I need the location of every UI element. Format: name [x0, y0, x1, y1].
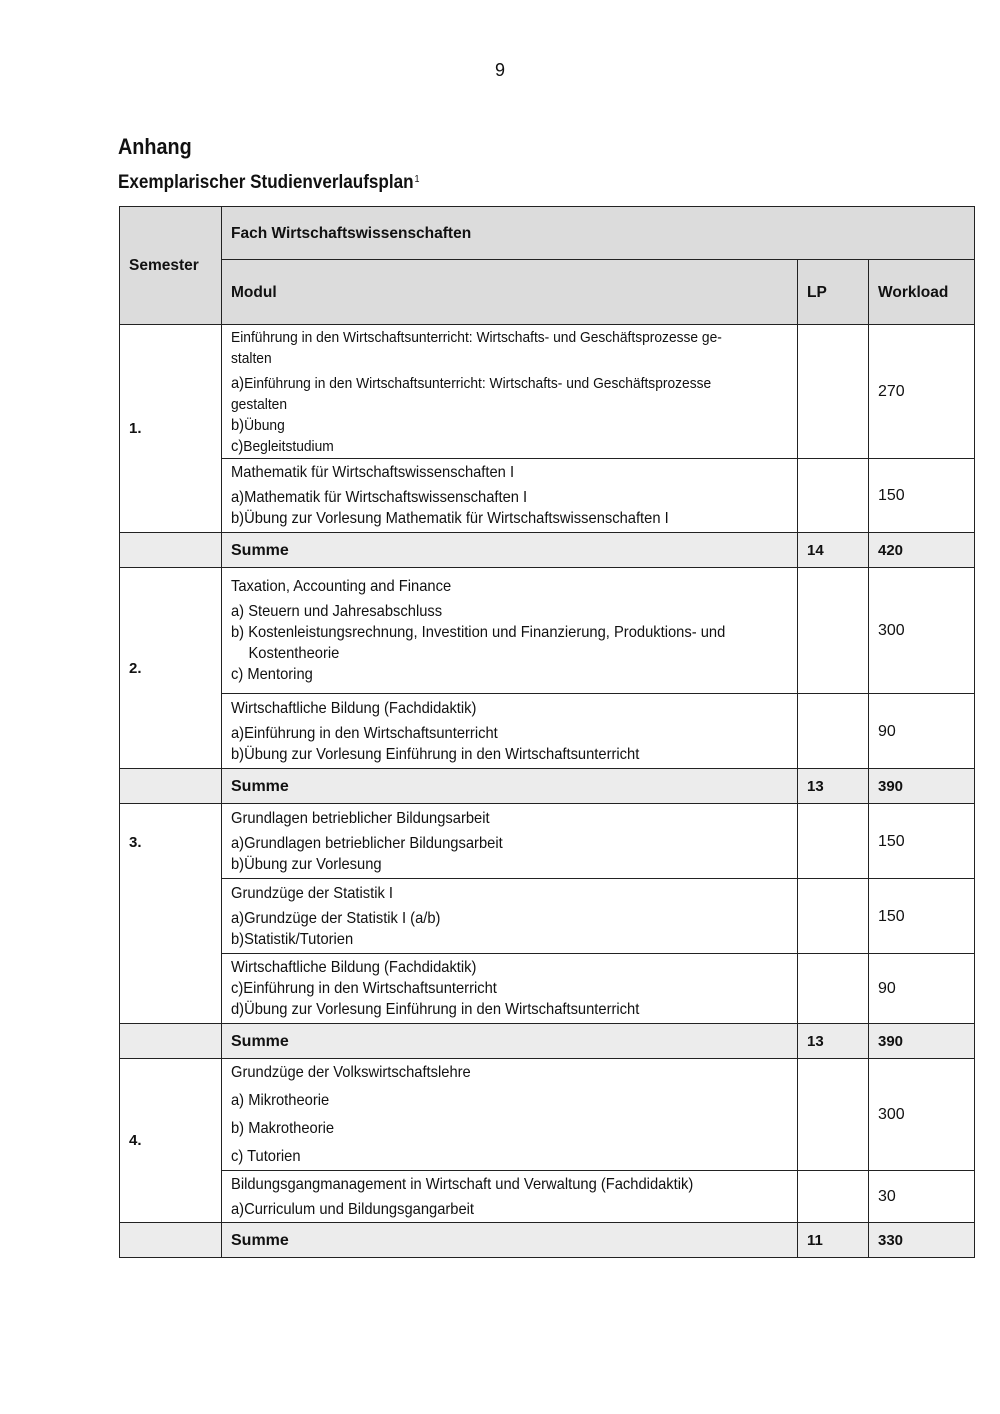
item-text: Kostenleistungsrechnung, Investition und Finanzierung, Produktions- und Kostentheorie	[248, 624, 726, 662]
sum-blank-cell	[120, 1024, 222, 1059]
module-item	[231, 487, 743, 508]
sum-workload: 390	[869, 769, 975, 804]
workload-cell: 90	[869, 954, 975, 1024]
module-row	[120, 1171, 975, 1223]
item-label: b)	[231, 1120, 245, 1137]
item-text: Übung zur Vorlesung Einführung in den Wirtschaftsunterricht	[244, 1001, 640, 1018]
module-row	[120, 879, 975, 954]
module-item	[231, 1090, 743, 1111]
semester-label: 3.	[120, 804, 222, 1024]
workload-cell: 300	[869, 568, 975, 694]
header-modul: Modul	[222, 260, 798, 325]
item-text: Einführung in den Wirtschaftsunterricht	[244, 724, 498, 742]
module-item	[231, 978, 743, 999]
module-item	[231, 723, 743, 744]
item-label: a)	[231, 1200, 245, 1218]
semester-label: 4.	[120, 1059, 222, 1223]
item-label: a)	[231, 1092, 245, 1109]
sum-label: Summe	[222, 1024, 798, 1059]
lp-cell	[798, 804, 869, 879]
module-cell	[222, 954, 798, 1024]
lp-cell	[798, 1059, 869, 1171]
workload-cell: 300	[869, 1059, 975, 1171]
item-label: a)	[231, 724, 245, 742]
footnote-mark: 1	[414, 174, 420, 185]
item-label: b)	[231, 624, 245, 641]
module-cell	[222, 879, 798, 954]
page-number: 9	[494, 60, 505, 80]
module-item	[231, 664, 743, 685]
item-label: b)	[231, 745, 245, 763]
item-text: Steuern und Jahresabschluss	[248, 603, 443, 620]
header-lp: LP	[798, 260, 869, 325]
module-title: Taxation, Accounting and Finance	[231, 578, 452, 595]
item-text: Begleitstudium	[243, 437, 334, 455]
module-row	[120, 954, 975, 1024]
header-semester: Semester	[120, 207, 222, 325]
sum-blank-cell	[120, 533, 222, 568]
module-item	[231, 908, 743, 929]
item-label: b)	[231, 930, 245, 948]
module-cell	[222, 459, 798, 533]
module-title: Einführung in den Wirtschaftsunterricht: Wirtschafts- und Geschäftsprozesse ge-	[231, 328, 722, 346]
header-fach: Fach Wirtschaftswissenschaften	[222, 207, 975, 260]
module-item	[231, 1199, 743, 1220]
workload-cell: 30	[869, 1171, 975, 1223]
module-cell	[222, 568, 798, 694]
module-item	[231, 436, 743, 457]
sum-row	[120, 769, 975, 804]
sum-lp: 13	[798, 769, 869, 804]
item-text: Übung zur Vorlesung Mathematik für Wirtschaftswissenschaften I	[244, 510, 669, 527]
sum-workload: 330	[869, 1223, 975, 1258]
item-text: Makrotheorie	[248, 1120, 335, 1137]
item-text: Grundzüge der Statistik I (a/b)	[244, 909, 441, 927]
module-item	[231, 1118, 743, 1139]
item-label: a)	[231, 374, 245, 392]
sum-label: Summe	[222, 533, 798, 568]
workload-cell: 150	[869, 459, 975, 533]
workload-cell: 270	[869, 325, 975, 459]
sum-lp: 13	[798, 1024, 869, 1059]
workload-cell: 90	[869, 694, 975, 769]
sum-lp: 14	[798, 533, 869, 568]
workload-cell: 150	[869, 804, 975, 879]
studienverlaufsplan-table	[119, 206, 975, 1258]
module-item	[231, 508, 743, 529]
module-cell	[222, 1171, 798, 1223]
item-text: Übung	[244, 416, 285, 434]
lp-cell	[798, 325, 869, 459]
module-item	[231, 373, 743, 415]
item-text: Einführung in den Wirtschaftsunterricht	[243, 980, 497, 997]
sum-workload: 420	[869, 533, 975, 568]
module-title: Grundlagen betrieblicher Bildungsarbeit	[231, 809, 490, 827]
semester-label: 2.	[120, 568, 222, 769]
module-title: Grundzüge der Statistik I	[231, 884, 394, 902]
item-label: b)	[231, 855, 245, 873]
item-text: Übung zur Vorlesung	[244, 855, 382, 873]
item-text: Grundlagen betrieblicher Bildungsarbeit	[244, 834, 503, 852]
module-title: stalten	[231, 349, 272, 367]
module-item	[231, 929, 743, 950]
sum-lp: 11	[798, 1223, 869, 1258]
workload-cell: 150	[869, 879, 975, 954]
sum-blank-cell	[120, 1223, 222, 1258]
module-item	[231, 415, 743, 436]
item-label: b)	[231, 416, 245, 434]
item-text: Curriculum und Bildungsgangarbeit	[244, 1200, 475, 1218]
module-title: Wirtschaftliche Bildung (Fachdidaktik)	[231, 699, 477, 717]
sum-row	[120, 1024, 975, 1059]
item-text: Mathematik für Wirtschaftswissenschaften I	[244, 489, 528, 506]
module-cell	[222, 1059, 798, 1171]
module-item	[231, 1146, 743, 1167]
item-text: Übung zur Vorlesung Einführung in den Wirtschaftsunterricht	[244, 745, 640, 763]
lp-cell	[798, 568, 869, 694]
module-row	[120, 325, 975, 459]
lp-cell	[798, 459, 869, 533]
module-item	[231, 833, 743, 854]
sum-row	[120, 533, 975, 568]
module-row	[120, 694, 975, 769]
item-label: c)	[231, 980, 244, 997]
lp-cell	[798, 1171, 869, 1223]
header-workload: Workload	[869, 260, 975, 325]
item-label: c)	[231, 666, 244, 683]
heading-anhang: Anhang	[118, 134, 192, 159]
item-label: a)	[231, 909, 245, 927]
module-title: Bildungsgangmanagement in Wirtschaft und Verwaltung (Fachdidaktik)	[231, 1175, 694, 1193]
module-cell	[222, 325, 798, 459]
sum-blank-cell	[120, 769, 222, 804]
module-title: Wirtschaftliche Bildung (Fachdidaktik)	[231, 959, 477, 976]
module-item	[231, 854, 743, 875]
module-cell	[222, 804, 798, 879]
sum-label: Summe	[222, 769, 798, 804]
module-item	[231, 999, 743, 1020]
item-text: Einführung in den Wirtschaftsunterricht: Wirtschafts- und Geschäftsprozesse gestalten	[231, 374, 712, 413]
heading-studienverlaufsplan	[118, 172, 419, 194]
item-label: a)	[231, 603, 245, 620]
module-row	[120, 459, 975, 533]
lp-cell	[798, 694, 869, 769]
item-text: Mentoring	[247, 666, 313, 683]
sum-workload: 390	[869, 1024, 975, 1059]
lp-cell	[798, 879, 869, 954]
item-label: b)	[231, 510, 245, 527]
item-label: a)	[231, 489, 245, 506]
module-row	[120, 804, 975, 879]
item-text: Mikrotheorie	[248, 1092, 330, 1109]
subheading-text: Exemplarischer Studienverlaufsplan	[118, 172, 414, 193]
module-title: Grundzüge der Volkswirtschaftslehre	[231, 1064, 471, 1081]
module-item	[231, 601, 743, 622]
module-row	[120, 568, 975, 694]
module-item	[231, 622, 743, 664]
item-label: c)	[231, 1148, 244, 1165]
module-title: Mathematik für Wirtschaftswissenschaften I	[231, 464, 515, 481]
item-text: Tutorien	[247, 1148, 301, 1165]
item-label: d)	[231, 1001, 245, 1018]
semester-label: 1.	[120, 325, 222, 533]
sum-label: Summe	[222, 1223, 798, 1258]
item-text: Statistik/Tutorien	[244, 930, 354, 948]
module-row	[120, 1059, 975, 1171]
module-cell	[222, 694, 798, 769]
item-label: a)	[231, 834, 245, 852]
lp-cell	[798, 954, 869, 1024]
module-item	[231, 744, 743, 765]
item-label: c)	[231, 437, 244, 455]
sum-row	[120, 1223, 975, 1258]
